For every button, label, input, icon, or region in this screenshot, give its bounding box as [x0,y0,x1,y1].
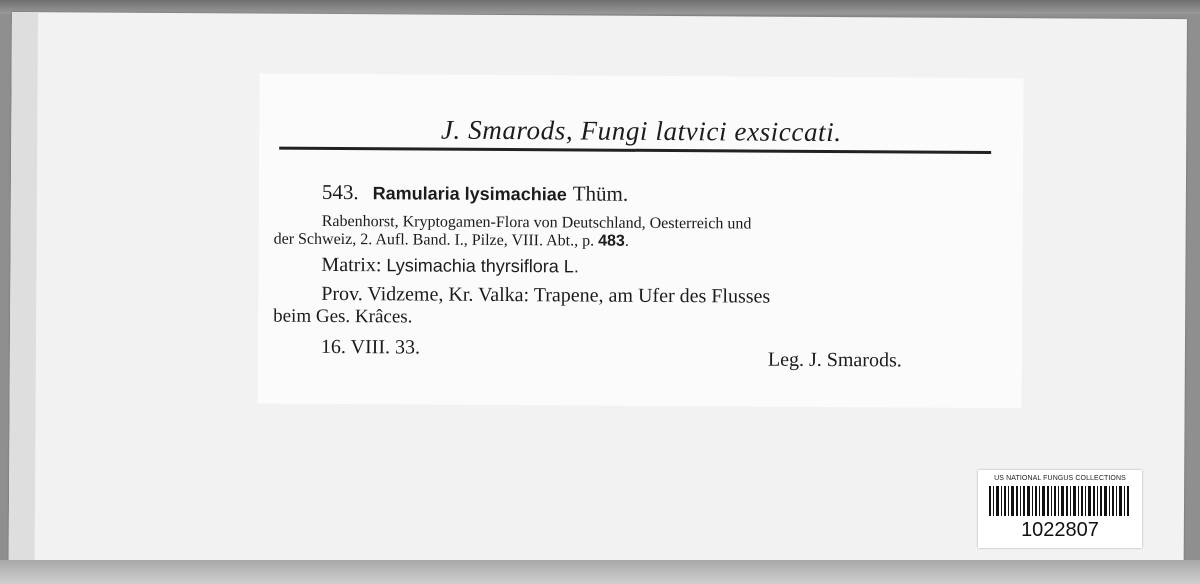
collection-date: 16. VIII. 33. [320,335,421,359]
reference-page: 483 [598,232,625,250]
specimen-label [258,74,1024,409]
barcode-number: 1022807 [1021,519,1099,541]
matrix-host: Lysimachia thyrsiflora L. [386,255,579,277]
barcode-institution: US NATIONAL FUNGUS COLLECTIONS [994,475,1126,482]
barcode-icon [989,486,1131,516]
reference-line-1: Rabenhorst, Kryptogamen-Flora von Deutschland, Oesterreich und [321,212,752,233]
reference-period: . [624,232,629,250]
matrix-line [321,254,579,279]
top-edge-shadow [0,0,1200,14]
matrix-label: Matrix: [321,253,382,277]
species-author: Thüm. [572,181,629,206]
exsiccata-number: 543. [321,179,359,205]
bottom-edge-background [0,560,1200,584]
collector: Leg. J. Smarods. [767,348,902,372]
locality-line-1: Prov. Vidzeme, Kr. Valka: Trapene, am Ufer des Flusses [321,282,771,308]
barcode-label [978,470,1142,548]
sheet-edge [9,12,38,560]
species-name: Ramularia lysimachiae [372,183,567,205]
label-title: J. Smarods, Fungi latvici exsiccati. [440,114,842,148]
species-line [322,180,628,207]
reference-line-2 [274,231,629,251]
reference-text: der Schweiz, 2. Aufl. Band. I., Pilze, VIII. Abt., p. [273,230,595,250]
locality-line-2: beim Ges. Krâces. [273,305,413,328]
